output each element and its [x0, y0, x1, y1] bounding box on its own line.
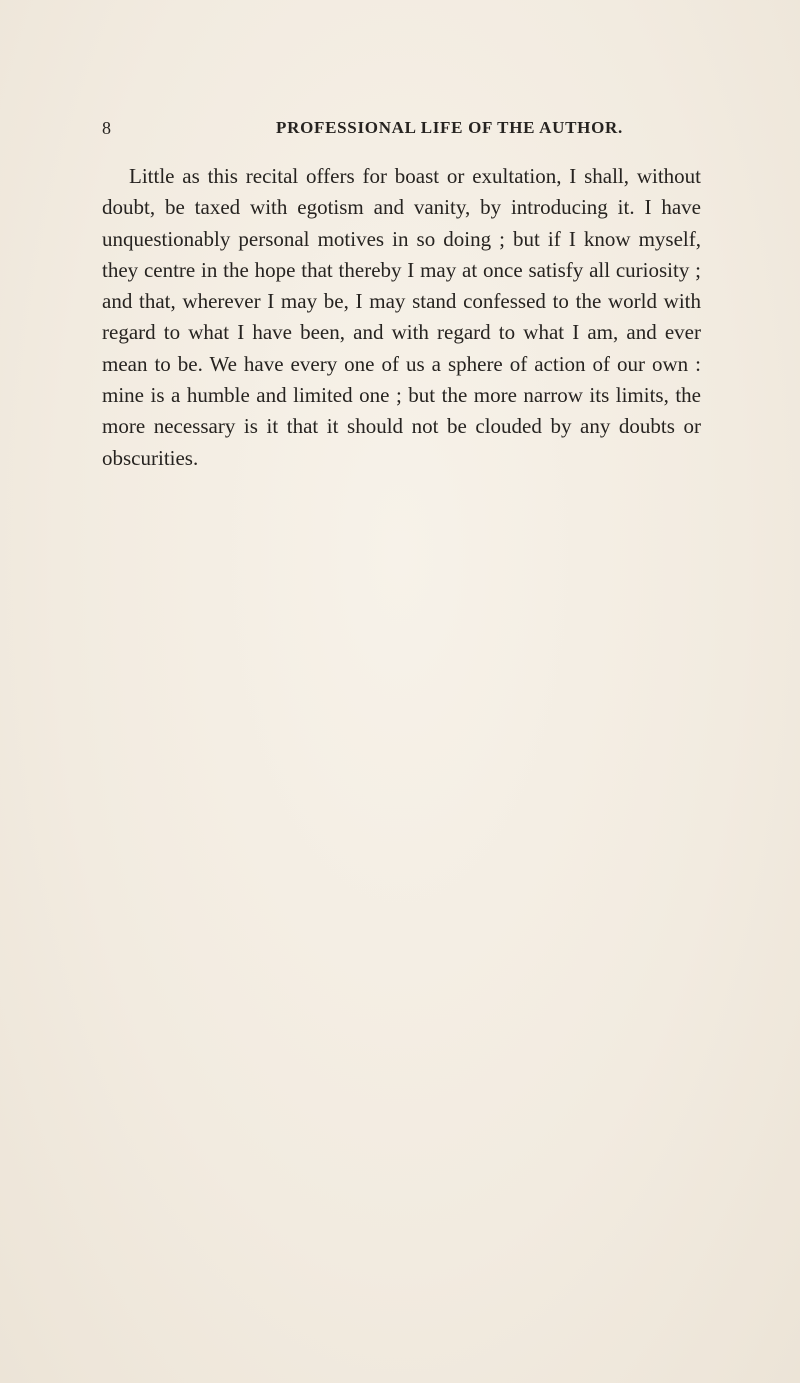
running-head	[102, 118, 700, 148]
page-number: 8	[102, 118, 112, 138]
running-title: PROFESSIONAL LIFE OF THE AUTHOR.	[276, 118, 623, 137]
body-paragraph: Little as this recital offers for boast or exultation, I shall, without doubt, be taxed with egotism and vanity, by introducing it. I have unquestionably personal motives in so doing ; but if I know myself, they centre in the hope that thereby I may at once satisfy all curiosity ; and that, wherever I may be, I may stand confessed to the world with regard to what I have been, and with regard to what I am, and ever mean to be. We have every one of us a sphere of action of our own : mine is a humble and limited one ; but the more narrow its limits, the more necessary is it that it should not be clouded by any doubts or obscurities.	[102, 164, 701, 470]
